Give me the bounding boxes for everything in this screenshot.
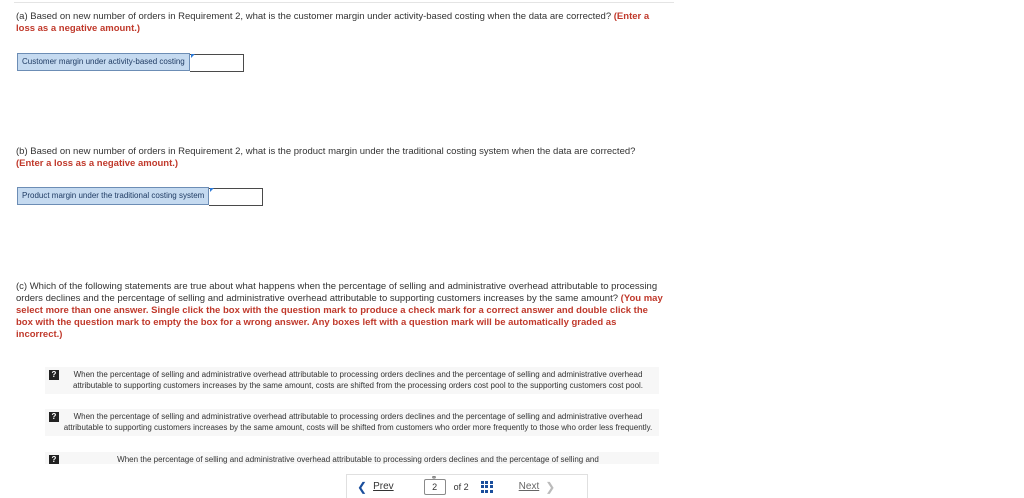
option-2-text: When the percentage of selling and administrative overhead attributable to processing orders declines and the percentage of selling and administrative overhead attributable to supporting customers increases by the same amount, costs will be shifted from customers who order more frequently to those who order less frequently. bbox=[63, 412, 653, 432]
option-1-checkbox[interactable]: ? bbox=[49, 370, 59, 380]
next-button[interactable] bbox=[519, 480, 556, 494]
of-label bbox=[454, 482, 469, 492]
question-b bbox=[16, 146, 656, 170]
question-a-instruction: (Enter a loss as a negative amount.) bbox=[16, 11, 650, 34]
question-a bbox=[16, 11, 656, 35]
answer-a-label: Customer margin under activity-based costing bbox=[17, 53, 190, 71]
link-icon: ⚭ bbox=[430, 472, 438, 482]
question-b-text: (b) Based on new number of orders in Requirement 2, what is the product margin under the traditional costing system when the data are corrected? bbox=[16, 146, 636, 157]
option-3 bbox=[45, 452, 659, 464]
current-page: 2 bbox=[432, 481, 438, 492]
answer-b-label: Product margin under the traditional costing system bbox=[17, 187, 209, 205]
answer-a-input[interactable] bbox=[190, 54, 244, 72]
of-text: of bbox=[453, 481, 462, 492]
grid-view-icon[interactable] bbox=[481, 481, 493, 493]
chevron-left-icon: ❮ bbox=[357, 479, 368, 494]
question-c bbox=[16, 281, 664, 341]
question-c-text: (c) Which of the following statements are true about what happens when the percentage of selling and administrative overhead attributable to processing orders declines and the percentage of selling and administrative overhead attributable to supporting customers increases by the same amount? bbox=[16, 281, 658, 304]
answer-b-input[interactable] bbox=[209, 188, 263, 206]
input-marker-icon bbox=[191, 54, 195, 58]
option-1-text: When the percentage of selling and administrative overhead attributable to processing orders declines and the percentage of selling and administrative overhead attributable to supporting customers increases by the same amount, costs are shifted from the processing orders cost pool to the supporting customers cost pool. bbox=[72, 370, 644, 390]
pagination-bar bbox=[346, 474, 588, 498]
answer-b-input-wrap bbox=[209, 187, 263, 205]
chevron-right-icon: ❯ bbox=[545, 479, 556, 494]
option-2 bbox=[45, 409, 659, 436]
total-pages: 2 bbox=[463, 481, 469, 492]
question-a-text: (a) Based on new number of orders in Requirement 2, what is the customer margin under activity-based costing when the data are corrected? bbox=[16, 11, 612, 22]
answer-a-input-wrap bbox=[190, 53, 244, 71]
option-3-text: When the percentage of selling and administrative overhead attributable to processing orders declines and the percentage of selling and bbox=[117, 455, 599, 464]
answer-row-a bbox=[17, 53, 244, 71]
input-marker-icon bbox=[210, 188, 214, 192]
page-number-box[interactable] bbox=[424, 472, 446, 495]
prev-label: Prev bbox=[373, 481, 394, 492]
prev-button[interactable] bbox=[357, 480, 394, 494]
next-label: Next bbox=[518, 481, 540, 492]
top-divider bbox=[14, 2, 674, 3]
option-1 bbox=[45, 367, 659, 394]
answer-row-b bbox=[17, 187, 263, 205]
question-c-instruction: (You may select more than one answer. Single click the box with the question mark to produce a check mark for a correct answer and double click the box with the question mark to empty the box for a wrong answer. Any boxes left with a question mark will be automatically graded as incorrect.) bbox=[16, 293, 663, 340]
option-3-checkbox[interactable]: ? bbox=[49, 455, 59, 464]
option-2-checkbox[interactable]: ? bbox=[49, 412, 59, 422]
question-b-instruction: (Enter a loss as a negative amount.) bbox=[16, 158, 179, 169]
